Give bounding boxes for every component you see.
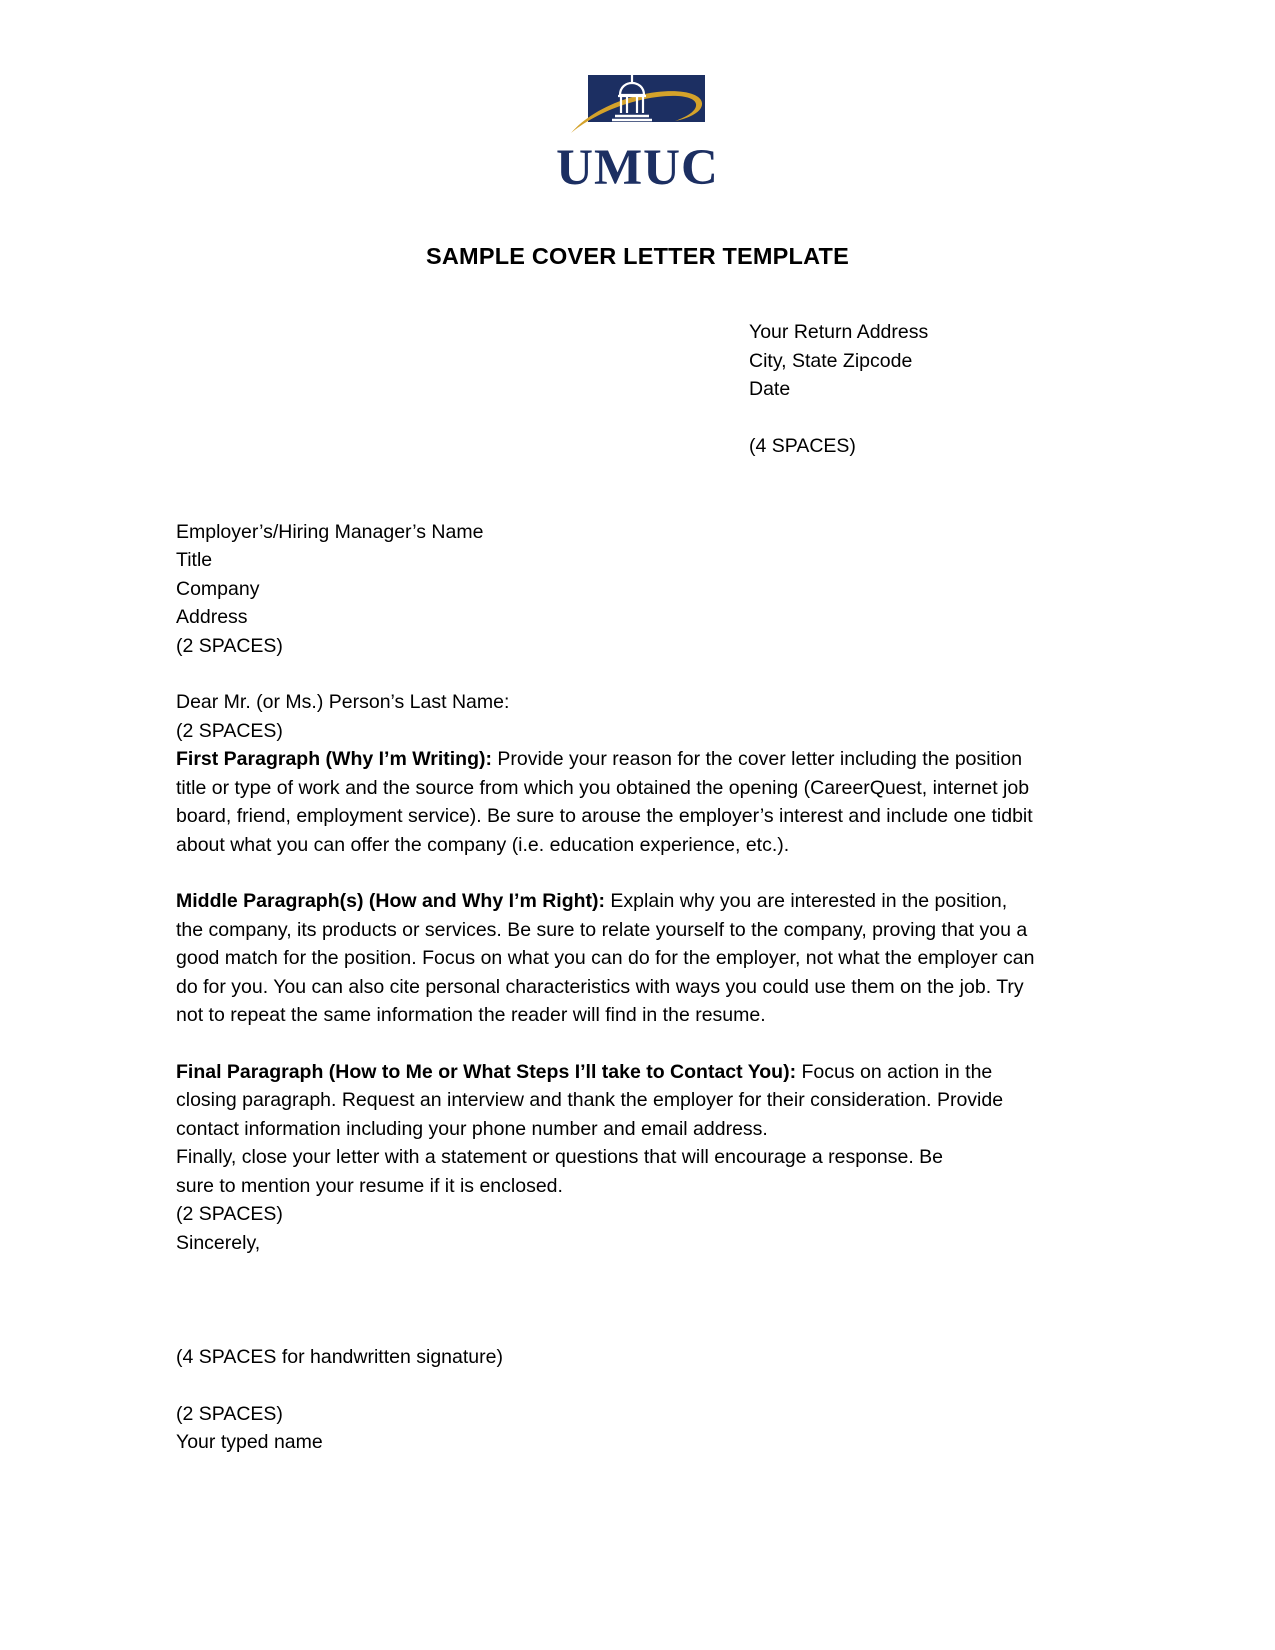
recipient-spaces-note: (2 SPACES)	[176, 634, 283, 657]
closing-note-line-2: sure to mention your resume if it is enclosed.	[176, 1174, 563, 1197]
recipient-line-3: Company	[176, 577, 260, 600]
closing-spaces-note-1: (2 SPACES)	[176, 1203, 283, 1225]
closing-block	[176, 1143, 1036, 1257]
paragraph-first-body: Provide your reason for the cover letter including the position title or type of work and the source from which you obtained the opening (CareerQuest, internet job board, friend, employment service). Be sure to arouse the employer’s interest and include one tidbit about what you can offer the company (i.e. education experience, etc.).	[176, 748, 1033, 856]
paragraph-final-lead: Final Paragraph (How to Me or What Steps I’ll take to Contact You):	[176, 1060, 797, 1083]
return-address-line-3: Date	[749, 378, 791, 400]
umuc-logo	[0, 72, 1275, 194]
paragraph-middle	[176, 887, 1036, 1030]
paragraph-first	[176, 745, 1036, 859]
salutation-spaces-note: (2 SPACES)	[176, 719, 283, 742]
paragraph-final	[176, 1058, 1036, 1144]
closing-note-line-1: Finally, close your letter with a statement or questions that will encourage a response. Be	[176, 1146, 944, 1168]
recipient-line-2: Title	[176, 549, 213, 571]
return-address-spaces-note: (4 SPACES)	[749, 435, 856, 457]
typed-name: Your typed name	[176, 1431, 323, 1453]
recipient-block	[176, 518, 1036, 661]
block-gap	[176, 1372, 1036, 1400]
recipient-line-1: Employer’s/Hiring Manager’s Name	[176, 520, 484, 543]
return-address-line-1: Your Return Address	[749, 321, 929, 343]
paragraph-final-body: Focus on action in the closing paragraph. Request an interview and thank the employer for their consideration. Provide contact information including your phone number and email address.	[176, 1060, 1004, 1140]
block-gap	[176, 461, 1036, 518]
signature-note-block	[176, 1343, 1036, 1372]
closing-spaces-note-2: (2 SPACES)	[176, 1402, 283, 1425]
closing-sign-off: Sincerely,	[176, 1231, 261, 1254]
blank-line	[749, 404, 1036, 433]
paragraph-middle-body: Explain why you are interested in the position, the company, its products or services. Be sure to relate yourself to the company, proving that you a good match for the position. Focus on what you can do for the employer, not what the employer can do for you. You can also cite personal characteristics with ways you could use them on the job. Try not to repeat the same information the reader will find in the resume.	[176, 890, 1035, 1026]
umuc-gazebo-icon	[571, 72, 705, 134]
signature-gap	[176, 1257, 1036, 1343]
paragraph-first-lead: First Paragraph (Why I’m Writing):	[176, 748, 492, 770]
recipient-line-4: Address	[176, 606, 248, 628]
block-gap	[176, 1030, 1036, 1058]
salutation-greeting: Dear Mr. (or Ms.) Person’s Last Name:	[176, 691, 510, 713]
return-address-line-2: City, State Zipcode	[749, 349, 913, 372]
block-gap	[176, 660, 1036, 688]
letter-body	[176, 318, 1036, 1457]
block-gap	[176, 859, 1036, 887]
page-title: SAMPLE COVER LETTER TEMPLATE	[426, 243, 849, 269]
salutation-block	[176, 688, 1036, 745]
umuc-wordmark: UMUC	[556, 140, 719, 196]
typed-name-block	[176, 1400, 1036, 1457]
paragraph-middle-lead: Middle Paragraph(s) (How and Why I’m Right):	[176, 890, 605, 912]
signature-spaces-note: (4 SPACES for handwritten signature)	[176, 1346, 503, 1368]
return-address-block	[749, 318, 1036, 461]
